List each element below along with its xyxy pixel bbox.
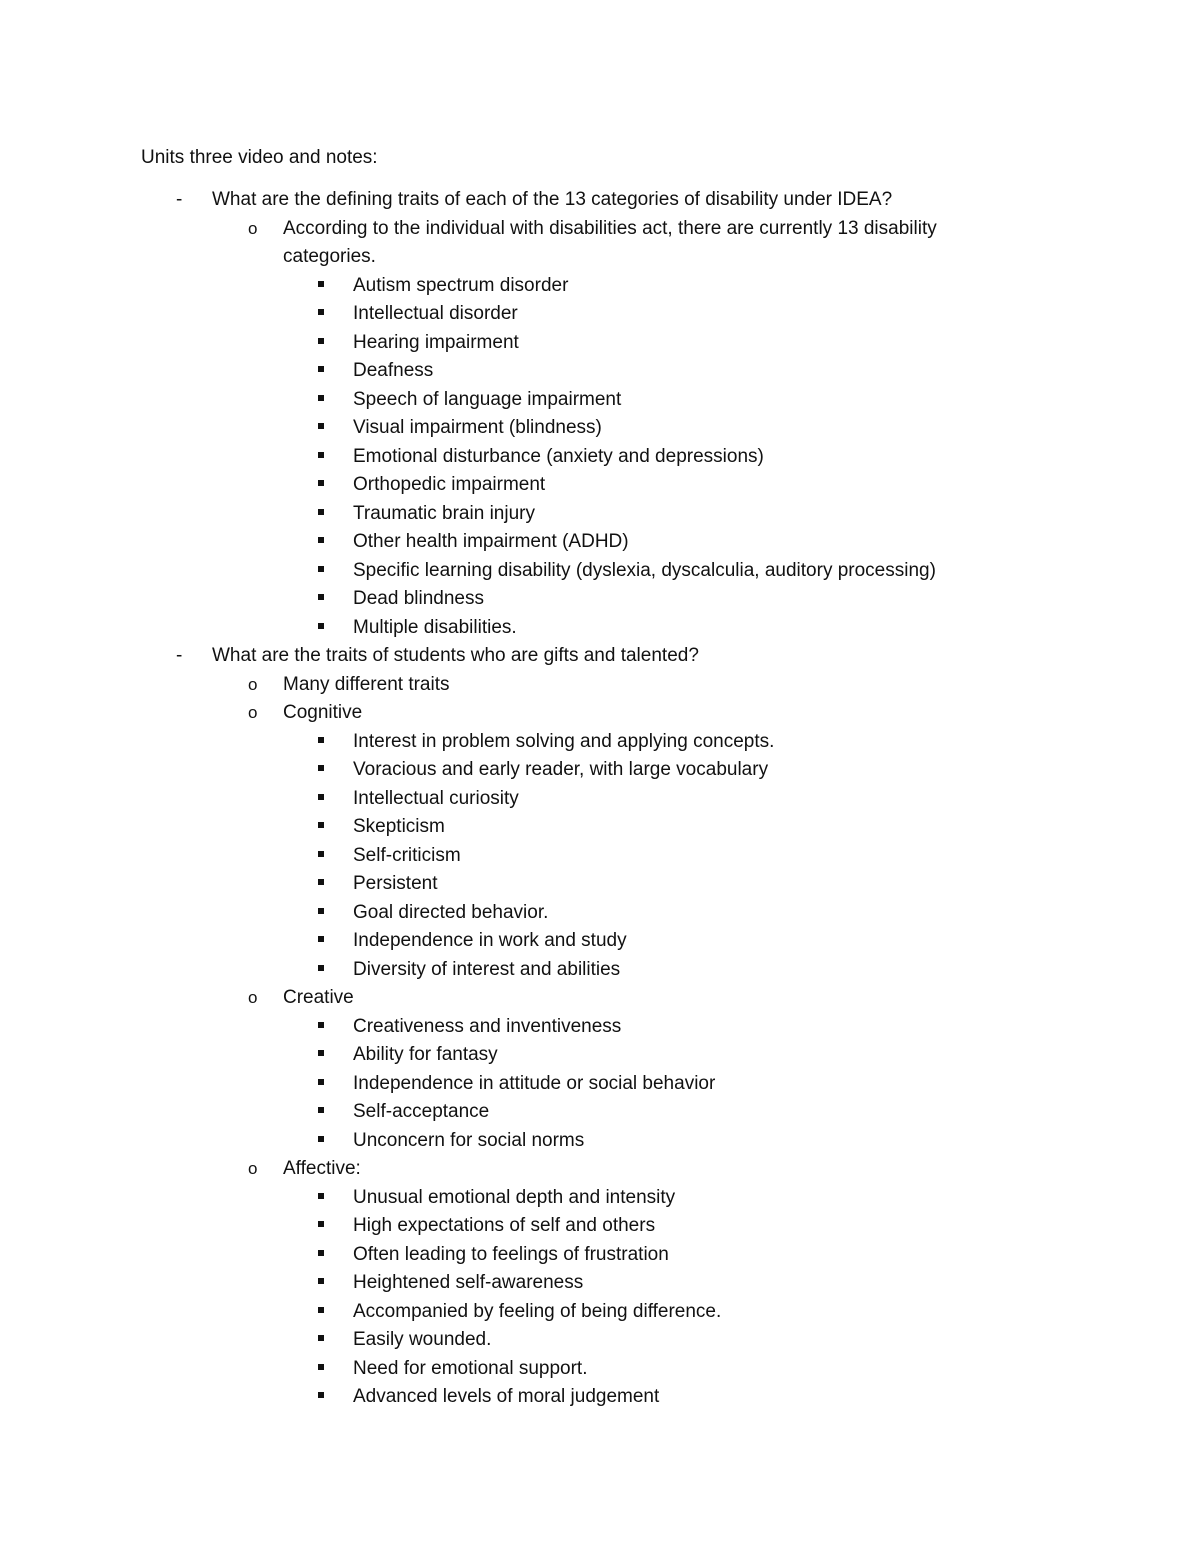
list-item-text: Emotional disturbance (anxiety and depressions) [353, 445, 764, 467]
square-bullet-icon [318, 1326, 338, 1354]
list-item-text: Persistent [353, 873, 438, 894]
square-bullet-icon [318, 1098, 338, 1126]
square-bullet-icon [318, 956, 338, 984]
list-item-text: Many different traits [283, 673, 450, 695]
list-item-text: Other health impairment (ADHD) [353, 531, 629, 552]
list-item-text: Independence in attitude or social behavior [353, 1072, 716, 1094]
square-bullet-icon [318, 557, 338, 585]
square-bullet-icon [318, 785, 338, 813]
square-bullet-icon [318, 756, 338, 784]
list-item-text: Unusual emotional depth and intensity [353, 1186, 676, 1208]
square-bullet-icon [318, 386, 338, 414]
square-bullet-icon [318, 1184, 338, 1212]
list-item-text: Visual impairment (blindness) [353, 417, 602, 438]
square-bullet-icon [318, 1383, 338, 1411]
square-bullet-icon [318, 1127, 338, 1155]
list-item-text: Unconcern for social norms [353, 1129, 585, 1151]
dash-bullet: - [176, 645, 183, 666]
list-item-text: Intellectual curiosity [353, 787, 519, 809]
square-bullet-icon [318, 1355, 338, 1383]
square-bullet-icon [318, 471, 338, 499]
square-bullet-icon [318, 414, 338, 442]
list-item-text: Intellectual disorder [353, 303, 518, 324]
list-item-text: Advanced levels of moral judgement [353, 1386, 660, 1407]
square-bullet-icon [318, 300, 338, 328]
list-item-text: Specific learning disability (dyslexia, dyscalculia, auditory processing) [353, 559, 936, 581]
list-item-text: Dead blindness [353, 588, 484, 609]
list-item-text: Deafness [353, 360, 434, 381]
list-item-text: Accompanied by feeling of being difference. [353, 1300, 722, 1322]
square-bullet-icon [318, 329, 338, 357]
list-item-text: Creativeness and inventiveness [353, 1015, 622, 1037]
list-item-text: Independence in work and study [353, 930, 627, 951]
list-item-text: Hearing impairment [353, 331, 519, 353]
list-item-text: Goal directed behavior. [353, 901, 549, 923]
list-item-text: According to the individual with disabilities act, there are currently 13 disability [283, 217, 937, 239]
list-item-text: Skepticism [353, 816, 445, 837]
circle-bullet: o [248, 1159, 258, 1178]
circle-bullet: o [248, 674, 258, 694]
circle-bullet: o [248, 988, 258, 1007]
square-bullet-icon [318, 272, 338, 300]
list-item-text: Voracious and early reader, with large vocabulary [353, 759, 769, 780]
list-item-text: Speech of language impairment [353, 388, 622, 410]
list-item-text: Traumatic brain injury [353, 502, 535, 524]
list-item-text: Self-acceptance [353, 1101, 490, 1122]
square-bullet-icon [318, 899, 338, 927]
square-bullet-icon [318, 1070, 338, 1098]
square-bullet-icon [318, 1041, 338, 1069]
square-bullet-icon [318, 813, 338, 841]
dash-bullet: - [176, 189, 183, 210]
list-item-text: Need for emotional support. [353, 1357, 588, 1379]
square-bullet-icon [318, 1298, 338, 1326]
square-bullet-icon [318, 842, 338, 870]
list-item-text: Self-criticism [353, 844, 461, 866]
square-bullet-icon [318, 1013, 338, 1041]
list-item-text: Creative [283, 987, 354, 1008]
square-bullet-icon [318, 927, 338, 955]
square-bullet-icon [318, 728, 338, 756]
square-bullet-icon [318, 1212, 338, 1240]
list-item-text: Easily wounded. [353, 1329, 492, 1350]
square-bullet-icon [318, 500, 338, 528]
list-item-text: High expectations of self and others [353, 1215, 656, 1236]
list-item-text: Affective: [283, 1158, 361, 1179]
list-item-text: Often leading to feelings of frustration [353, 1243, 669, 1265]
circle-bullet: o [248, 218, 258, 238]
square-bullet-icon [318, 528, 338, 556]
list-item-text: Diversity of interest and abilities [353, 958, 621, 980]
square-bullet-icon [318, 1241, 338, 1269]
square-bullet-icon [318, 585, 338, 613]
list-item-text: Ability for fantasy [353, 1044, 498, 1065]
square-bullet-icon [318, 614, 338, 642]
list-item-text: Cognitive [283, 702, 363, 723]
square-bullet-icon [318, 870, 338, 898]
circle-bullet: o [248, 703, 258, 722]
list-item-text: Interest in problem solving and applying concepts. [353, 730, 775, 752]
list-item-text: What are the defining traits of each of the 13 categories of disability under IDEA? [212, 189, 893, 210]
square-bullet-icon [318, 357, 338, 385]
list-item-continuation: categories. [283, 246, 376, 267]
list-item-text: Orthopedic impairment [353, 474, 546, 495]
square-bullet-icon [318, 1269, 338, 1297]
list-item-text: Autism spectrum disorder [353, 274, 569, 296]
list-item-text: What are the traits of students who are gifts and talented? [212, 645, 699, 666]
list-item-text: Multiple disabilities. [353, 616, 517, 638]
list-item-text: Heightened self-awareness [353, 1272, 584, 1293]
square-bullet-icon [318, 443, 338, 471]
page-title: Units three video and notes: [141, 147, 378, 168]
